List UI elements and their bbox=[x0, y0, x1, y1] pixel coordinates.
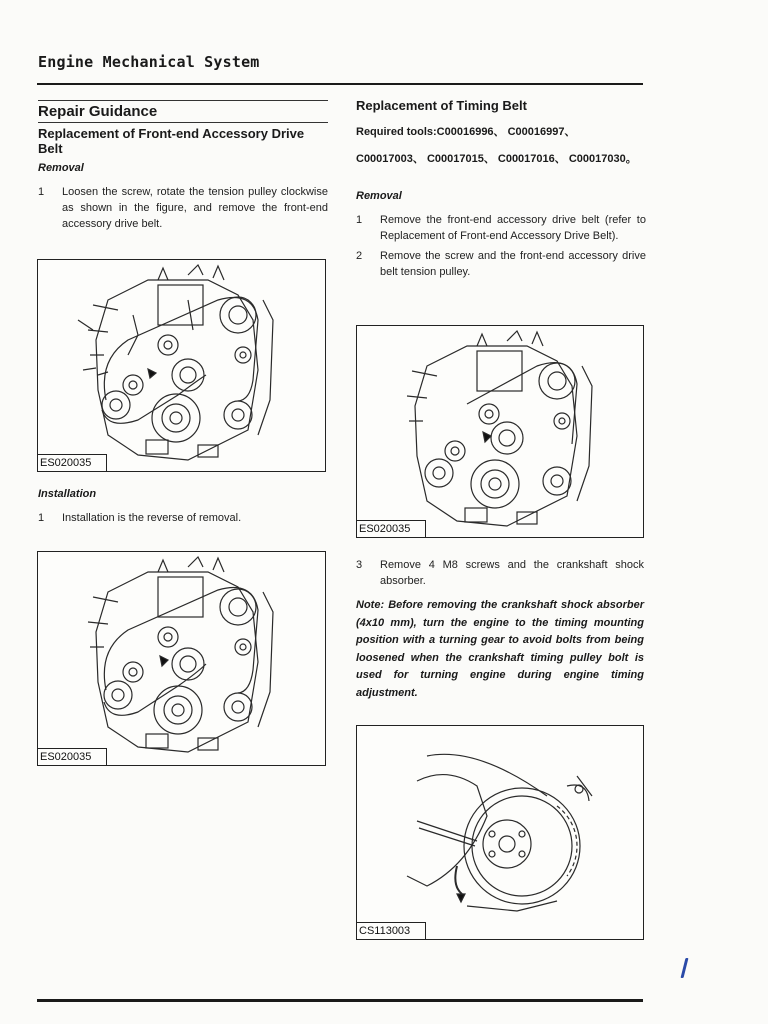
figure-label: ES020035 bbox=[40, 457, 92, 469]
figure-label: ES020035 bbox=[40, 751, 92, 763]
header-divider bbox=[37, 83, 643, 85]
step-text: Remove the screw and the front-end accessory drive belt tension pulley. bbox=[380, 250, 646, 278]
removal-label: Removal bbox=[38, 162, 84, 174]
step-number: 1 bbox=[356, 214, 363, 226]
step-text: Remove 4 M8 screws and the crankshaft shock absorber. bbox=[380, 559, 644, 587]
step-3-section bbox=[356, 557, 644, 702]
step-number: 2 bbox=[356, 250, 363, 262]
pen-mark bbox=[681, 958, 689, 978]
crankshaft-figure bbox=[356, 725, 644, 940]
engine-figure-2 bbox=[37, 551, 326, 766]
step-number: 3 bbox=[356, 559, 363, 571]
required-tools-line-2: C00017003、 C00017015、 C00017016、 C00017030。 bbox=[356, 153, 637, 165]
figure-label: ES020035 bbox=[359, 523, 411, 535]
right-column bbox=[356, 96, 646, 280]
installation-section bbox=[38, 488, 328, 526]
step-number: 1 bbox=[38, 186, 45, 198]
removal-label: Removal bbox=[356, 190, 402, 202]
engine-figure-1 bbox=[37, 259, 326, 472]
engine-figure-3 bbox=[356, 325, 644, 538]
removal-step bbox=[356, 212, 646, 244]
left-column bbox=[38, 100, 328, 232]
section-title: Repair Guidance bbox=[38, 103, 158, 120]
removal-step bbox=[356, 557, 644, 589]
crankshaft-drawing-icon bbox=[357, 726, 643, 939]
subsection-title: Replacement of Front-end Accessory Drive Belt bbox=[38, 126, 305, 156]
step-text: Loosen the screw, rotate the tension pulley clockwise as shown in the figure, and remove the front-end accessory drive belt. bbox=[62, 186, 328, 230]
required-tools-line-1: Required tools:C00016996、 C00016997、 bbox=[356, 126, 576, 138]
timing-belt-title: Replacement of Timing Belt bbox=[356, 98, 527, 113]
page-header-title: Engine Mechanical System bbox=[38, 53, 260, 71]
installation-label: Installation bbox=[38, 488, 97, 500]
removal-step bbox=[356, 248, 646, 280]
step-text: Installation is the reverse of removal. bbox=[62, 512, 242, 524]
engine-drawing-icon bbox=[357, 326, 643, 537]
figure-label: CS113003 bbox=[359, 925, 411, 937]
section-rule bbox=[38, 100, 328, 101]
step-number: 1 bbox=[38, 512, 45, 524]
engine-drawing-icon bbox=[38, 552, 325, 765]
removal-step bbox=[38, 184, 328, 232]
subsection-rule bbox=[38, 122, 328, 123]
step-text: Remove the front-end accessory drive belt (refer to Replacement of Front-end Accessory Drive Belt). bbox=[380, 214, 646, 242]
note-text: Note: Before removing the crankshaft shock absorber (4x10 mm), turn the engine to the timing mounting position with a turning gear to avoid bolts from being loosened when the crankshaft timing pulley bolt is used for turning engine during engine timing adjustment. bbox=[356, 599, 644, 699]
footer-divider bbox=[37, 999, 643, 1002]
engine-drawing-icon bbox=[38, 260, 325, 471]
installation-step bbox=[38, 510, 328, 526]
